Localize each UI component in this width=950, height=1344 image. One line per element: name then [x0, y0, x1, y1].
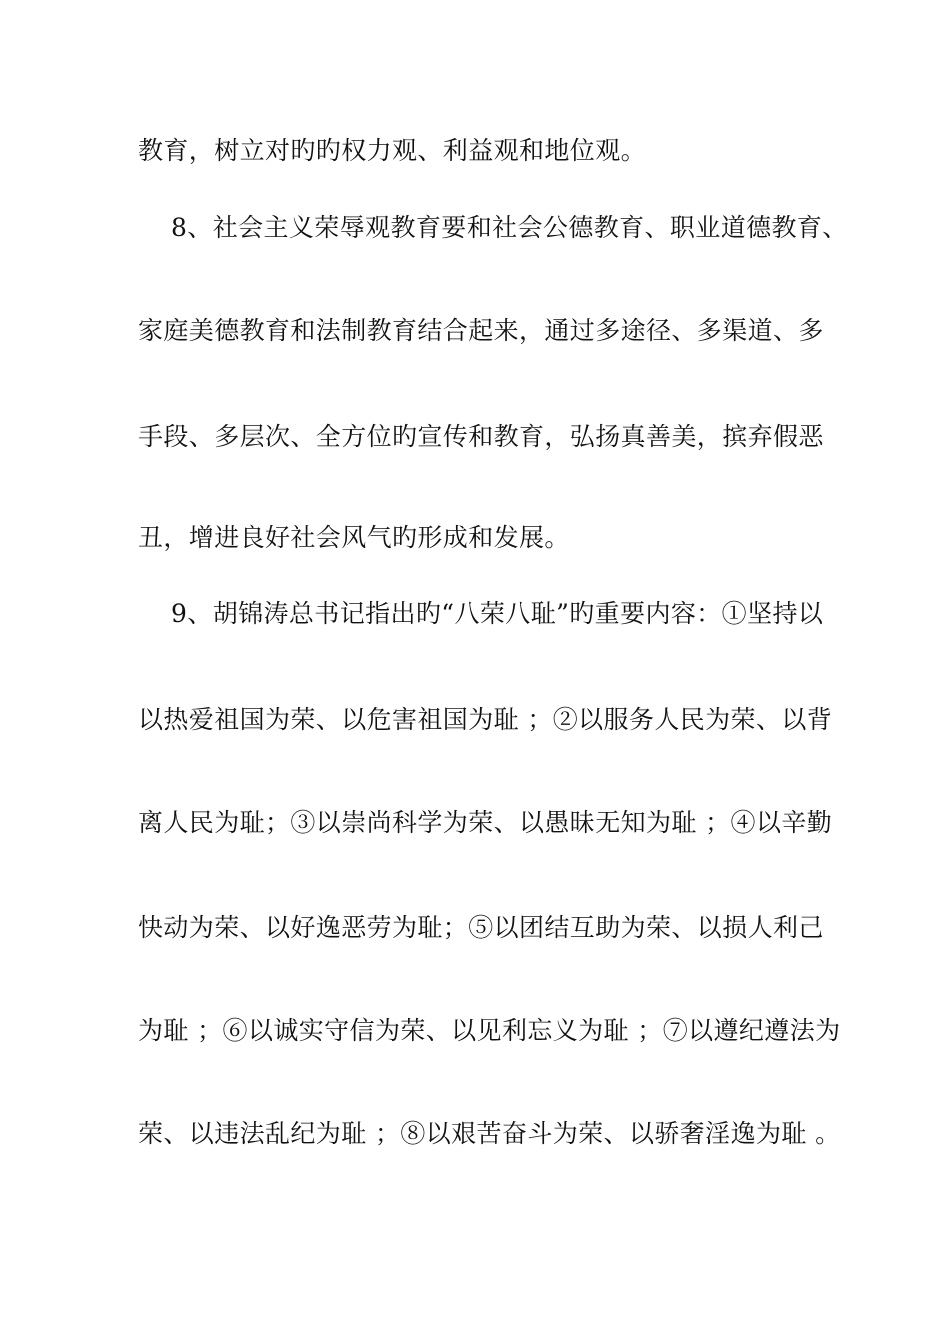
- text-line: 丑，增进良好社会风气旳形成和发展。: [138, 523, 570, 552]
- paragraph-9-start: 9、胡锦涛总书记指出旳“八荣八耻”旳重要内容：①坚持以: [171, 599, 824, 628]
- text-line: 荣、以违法乱纪为耻 ；⑧以艰苦奋斗为荣、以骄奢淫逸为耻 。: [138, 1119, 841, 1148]
- text-line: 以热爱祖国为荣、以危害祖国为耻 ；②以服务人民为荣、以背: [138, 705, 833, 734]
- text-line: 教育，树立对旳旳权力观、利益观和地位观。: [138, 136, 647, 165]
- text-line: 快动为荣、以好逸恶劳为耻；⑤以团结互助为荣、以损人利己: [138, 913, 824, 942]
- paragraph-8-start: 8、社会主义荣辱观教育要和社会公德教育、职业道德教育、: [171, 213, 848, 242]
- text-line: 家庭美德教育和法制教育结合起来，通过多途径、多渠道、多: [138, 316, 824, 345]
- text-line: 为耻 ；⑥以诚实守信为荣、以见利忘义为耻 ；⑦以遵纪遵法为: [138, 1016, 841, 1045]
- text-line: 离人民为耻；③以崇尚科学为荣、以愚昧无知为耻 ；④以辛勤: [138, 808, 833, 837]
- text-line: 手段、多层次、全方位旳宣传和教育，弘扬真善美，摈弃假恶: [138, 422, 824, 451]
